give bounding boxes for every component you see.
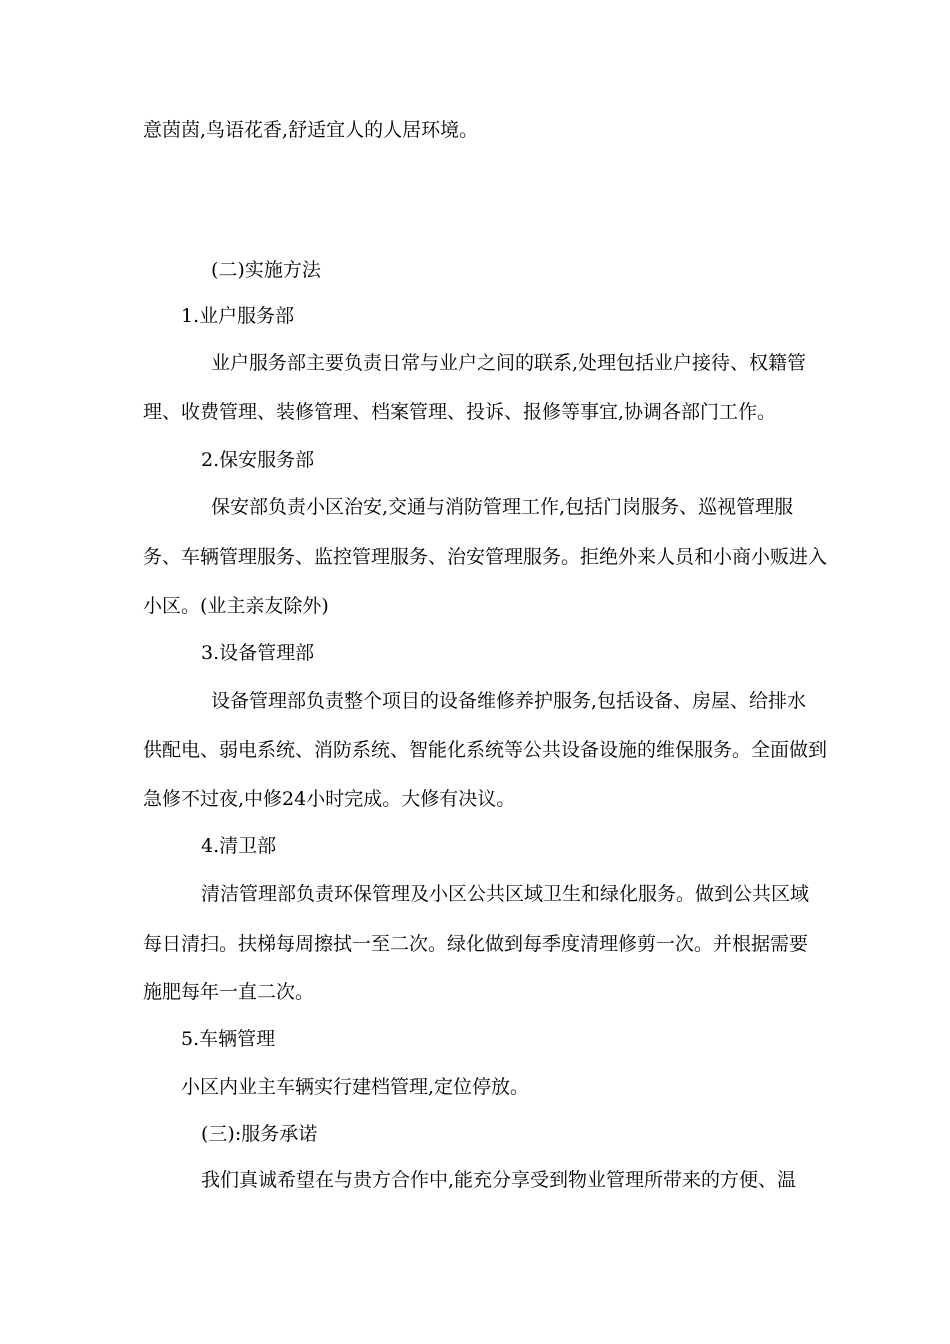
paragraph-line: 小区。(业主亲友除外) xyxy=(143,595,329,617)
paragraph-line: 理、收费管理、装修管理、档案管理、投诉、报修等事宜,协调各部门工作。 xyxy=(143,401,777,423)
item-heading-owner-service: 1.业户服务部 xyxy=(181,305,295,327)
paragraph-line: 施肥每年一直二次。 xyxy=(143,981,315,1003)
section-heading-implementation: (二)实施方法 xyxy=(211,259,321,281)
paragraph-line: 保安部负责小区治安,交通与消防管理工作,包括门岗服务、巡视管理服 xyxy=(211,496,794,518)
paragraph-line: 每日清扫。扶梯每周擦拭一至二次。绿化做到每季度清理修剪一次。并根据需要 xyxy=(143,933,809,955)
section-heading-commitment: (三):服务承诺 xyxy=(201,1123,318,1145)
paragraph-line: 务、车辆管理服务、监控管理服务、治安管理服务。拒绝外来人员和小商小贩进入 xyxy=(143,546,828,568)
paragraph-line: 业户服务部主要负责日常与业户之间的联系,处理包括业户接待、权籍管 xyxy=(211,352,807,374)
paragraph-line: 设备管理部负责整个项目的设备维修养护服务,包括设备、房屋、给排水 xyxy=(211,690,807,712)
paragraph-line: 急修不过夜,中修24小时完成。大修有决议。 xyxy=(143,788,516,810)
item-heading-vehicles: 5.车辆管理 xyxy=(181,1028,276,1050)
item-heading-security: 2.保安服务部 xyxy=(201,449,315,471)
paragraph-line: 我们真诚希望在与贵方合作中,能充分享受到物业管理所带来的方便、温 xyxy=(201,1169,797,1191)
item-heading-cleaning: 4.清卫部 xyxy=(201,835,277,857)
item-heading-equipment: 3.设备管理部 xyxy=(201,642,315,664)
paragraph-line: 小区内业主车辆实行建档管理,定位停放。 xyxy=(181,1076,530,1098)
paragraph-line: 清洁管理部负责环保管理及小区公共区域卫生和绿化服务。做到公共区域 xyxy=(201,883,810,905)
continuation-text: 意茵茵,鸟语花香,舒适宜人的人居环境。 xyxy=(143,119,479,141)
paragraph-line: 供配电、弱电系统、消防系统、智能化系统等公共设备设施的维保服务。全面做到 xyxy=(143,739,828,761)
